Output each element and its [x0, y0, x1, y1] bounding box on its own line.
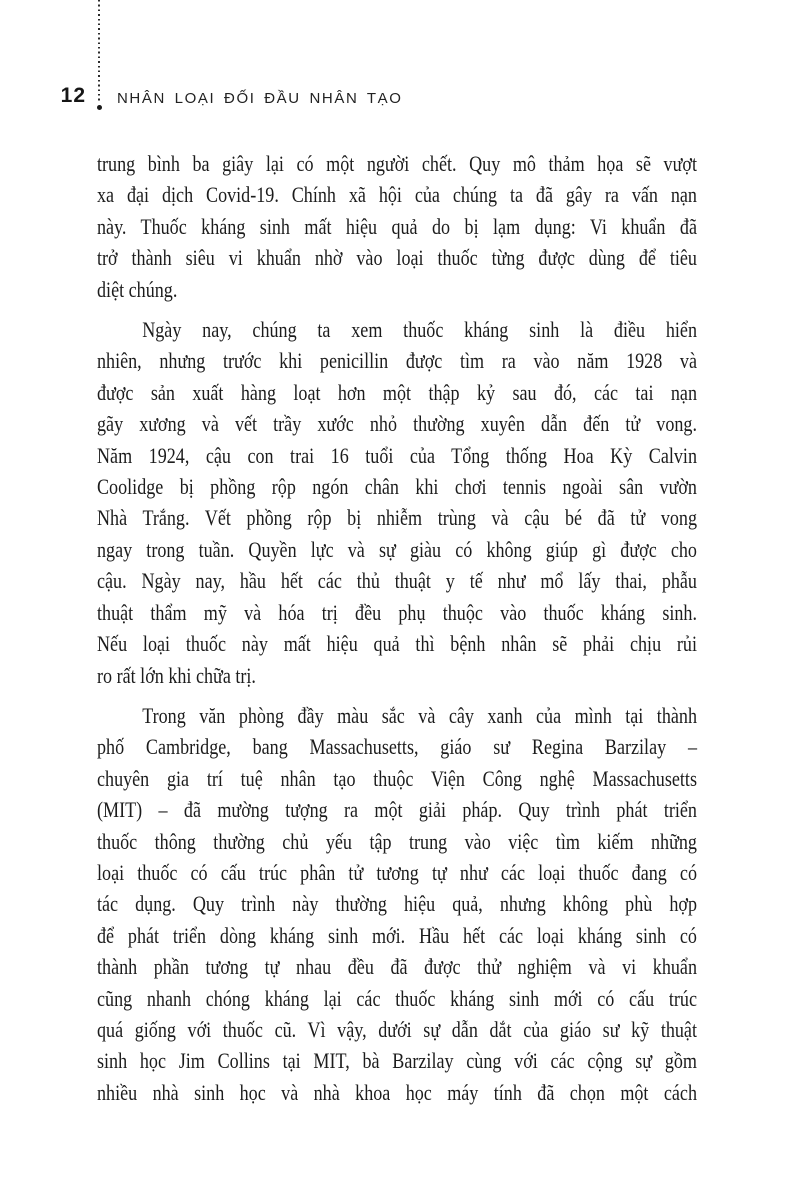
text-line: thuốc thông thường chủ yếu tập trung vào việc tìm kiếm những	[97, 828, 697, 854]
text-line: Nhà Trắng. Vết phồng rộp bị nhiễm trùng và cậu bé đã tử vong	[97, 505, 697, 531]
text-line: thuật thẩm mỹ và hóa trị đều phụ thuộc vào thuốc kháng sinh.	[97, 599, 697, 625]
body-text	[97, 148, 697, 1117]
text-line: nhiều nhà sinh học và nhà khoa học máy tính đã chọn một cách	[97, 1079, 697, 1105]
text-line: được sản xuất hàng loạt hơn một thập kỷ sau đó, các tai nạn	[97, 379, 697, 405]
text-line: gãy xương và vết trầy xước nhỏ thường xuyên dẫn đến tử vong.	[97, 411, 697, 437]
text-line: này. Thuốc kháng sinh mất hiệu quả do bị lạm dụng: Vi khuẩn đã	[97, 213, 697, 239]
header-rule-end-dot	[97, 105, 102, 110]
text-line: cậu. Ngày nay, hầu hết các thủ thuật y tế như mổ lấy thai, phẫu	[97, 568, 697, 594]
text-line: cũng nhanh chóng kháng lại các thuốc kháng sinh mới có cấu trúc	[97, 985, 697, 1011]
text-line: trung bình ba giây lại có một người chết. Quy mô thảm họa sẽ vượt	[97, 151, 697, 176]
text-line: thành phần tương tự nhau đều đã được thử nghiệm và vi khuẩn	[97, 954, 697, 980]
text-line: Ngày nay, chúng ta xem thuốc kháng sinh là điều hiển	[142, 317, 697, 343]
text-line: ro rất lớn khi chữa trị.	[97, 662, 256, 688]
text-line: phố Cambridge, bang Massachusetts, giáo sư Regina Barzilay –	[97, 734, 697, 760]
header-dotted-rule	[98, 0, 100, 101]
text-line: chuyên gia trí tuệ nhân tạo thuộc Viện Công nghệ Massachusetts	[97, 765, 697, 791]
text-line: nhiên, nhưng trước khi penicillin được tìm ra vào năm 1928 và	[97, 348, 697, 374]
text-line: quá giống với thuốc cũ. Vì vậy, dưới sự dẫn dắt của giáo sư kỹ thuật	[97, 1016, 697, 1042]
text-line: Trong văn phòng đầy màu sắc và cây xanh của mình tại thành	[142, 702, 697, 728]
paragraph	[97, 148, 697, 305]
paragraph	[97, 314, 697, 691]
paragraph	[97, 700, 697, 1108]
text-line: diệt chúng.	[97, 276, 178, 302]
running-header: NHÂN LOẠI ĐỐI ĐẦU NHÂN TẠO	[117, 90, 403, 107]
text-line: xa đại dịch Covid-19. Chính xã hội của chúng ta đã gây ra vấn nạn	[97, 182, 697, 208]
text-line: (MIT) – đã mường tượng ra một giải pháp. Quy trình phát triển	[97, 797, 697, 823]
text-line: Nếu loại thuốc này mất hiệu quả thì bệnh nhân sẽ phải chịu rủi	[97, 631, 697, 657]
text-line: để phát triển dòng kháng sinh mới. Hầu hết các loại kháng sinh có	[97, 922, 697, 948]
text-line: ngay trong tuần. Quyền lực và sự giàu có không giúp gì được cho	[97, 536, 697, 562]
text-line: Coolidge bị phồng rộp ngón chân khi chơi tennis ngoài sân vườn	[97, 474, 697, 500]
page-number: 12	[60, 84, 86, 107]
text-line: trở thành siêu vi khuẩn nhờ vào loại thuốc từng được dùng để tiêu	[97, 245, 697, 271]
text-line: loại thuốc có cấu trúc phân tử tương tự như các loại thuốc đang có	[97, 859, 697, 885]
text-line: tác dụng. Quy trình này thường hiệu quả, nhưng không phù hợp	[97, 891, 697, 917]
text-line: sinh học Jim Collins tại MIT, bà Barzilay cùng với các cộng sự gồm	[97, 1048, 697, 1074]
text-line: Năm 1924, cậu con trai 16 tuổi của Tổng thống Hoa Kỳ Calvin	[97, 442, 697, 468]
